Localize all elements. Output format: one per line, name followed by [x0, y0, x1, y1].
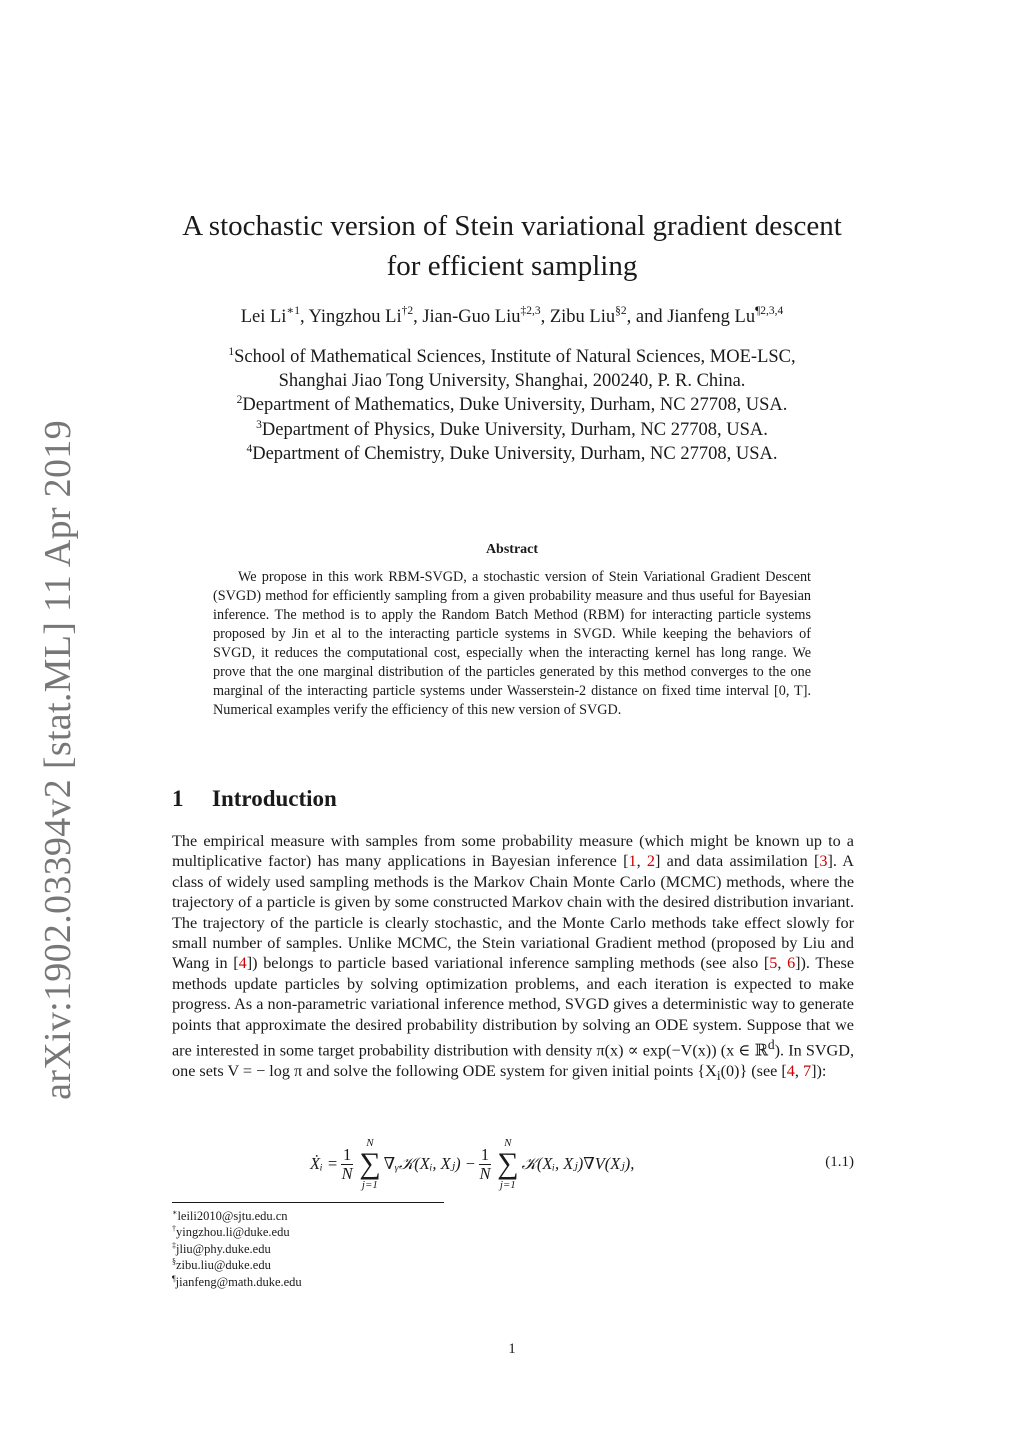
citation-link[interactable]: 2: [646, 852, 655, 871]
summation: N ∑ j=1: [359, 1137, 381, 1191]
equation-term: 𝒦(Xᵢ, Xⱼ)∇V(Xⱼ),: [521, 1154, 635, 1173]
author-name: Yingzhou Li: [308, 307, 402, 327]
citation-link[interactable]: 7: [802, 1061, 812, 1080]
footnote-list: [172, 1208, 302, 1290]
citation-link[interactable]: 5: [769, 954, 778, 973]
equation-number: (1.1): [825, 1154, 854, 1170]
author-marker: ∗1: [286, 305, 300, 317]
equation-lhs: Ẋᵢ =: [310, 1154, 338, 1173]
arxiv-identifier-stamp: arXiv:1902.03394v2 [stat.ML] 11 Apr 2019: [37, 420, 79, 1100]
equation-term: ∇ᵧ𝒦(Xᵢ, Xⱼ) −: [383, 1154, 476, 1173]
affiliation-4: $^4$Department of Chemistry, Duke University, Durham, NC 27708, USA.: [246, 442, 778, 464]
author-marker: §2: [615, 305, 627, 317]
affiliation-3: $^3$Department of Physics, Duke University, Durham, NC 27708, USA.: [256, 418, 768, 440]
footnote-email[interactable]: zibu.liu@duke.edu: [176, 1258, 271, 1273]
fraction: $\frac{1}{N}$: [341, 1144, 353, 1183]
citation-link[interactable]: 6: [787, 954, 796, 973]
author-marker: ¶2,3,4: [755, 305, 784, 317]
footnote-email[interactable]: yingzhou.li@duke.edu: [176, 1225, 290, 1240]
footnote: †yingzhou.li@duke.edu: [172, 1224, 290, 1240]
author-marker: †2: [401, 305, 414, 317]
abstract-text: We propose in this work RBM-SVGD, a stochastic version of Stein Variational Gradient Descent (SVGD) method for efficiently sampling from a given probability measure and thus useful for Bayesian inference. The method is to apply the Random Batch Method (RBM) for interacting particle systems proposed by Jin et al to the interacting particle systems in SVGD. While keeping the behaviors of SVGD, it reduces the computational cost, especially when the interacting kernel has long range. We prove that the one marginal distribution of the particles generated by this method converges to the one marginal of the interacting particle systems under Wasserstein-2 distance on fixed time interval [0, T]. Numerical examples verify the efficiency of this new version of SVGD.: [213, 569, 811, 718]
author-name: Lei Li: [240, 307, 287, 327]
section-title: Introduction: [212, 786, 337, 811]
footnote-divider: [172, 1202, 444, 1203]
equation-body: [310, 1134, 870, 1194]
footnote: ‡jliu@phy.duke.edu: [172, 1240, 271, 1256]
footnote: ¶jianfeng@math.duke.edu: [172, 1273, 302, 1289]
fraction: $\frac{1}{N}$: [479, 1144, 491, 1183]
affiliation-1: $^1$School of Mathematical Sciences, Institute of Natural Sciences, MOE-LSC,: [228, 346, 796, 367]
title-line-1: A stochastic version of Stein variational gradient descent: [182, 210, 842, 242]
page-number: 1: [508, 1341, 516, 1357]
citation-link[interactable]: 1: [628, 852, 637, 871]
footnote-email[interactable]: jliu@phy.duke.edu: [176, 1241, 271, 1256]
summation: N ∑ j=1: [497, 1137, 519, 1191]
affiliation-1-cont: Shanghai Jiao Tong University, Shanghai, 200240, P. R. China.: [278, 371, 746, 392]
citation-link[interactable]: 4: [786, 1061, 795, 1080]
citation-link[interactable]: 4: [238, 954, 247, 973]
affiliation-2: $^2$Department of Mathematics, Duke University, Durham, NC 27708, USA.: [236, 394, 788, 416]
footnote: ∗leili2010@sjtu.edu.cn: [172, 1208, 288, 1223]
citation-link[interactable]: 3: [819, 852, 828, 871]
author-marker: ‡2,3: [520, 305, 541, 317]
section-heading: [172, 786, 337, 812]
footnote-email[interactable]: leili2010@sjtu.edu.cn: [177, 1209, 288, 1223]
title-line-2: for efficient sampling: [386, 250, 638, 282]
author-name: Jian-Guo Liu: [422, 307, 521, 327]
paper-title: [140, 206, 884, 286]
section-number: 1: [172, 786, 184, 811]
affiliation-list: [140, 345, 884, 466]
author-list: Lei $Li^{∗1}$, Yingzhou Li$^{\dagger 2}$, Jian-Guo Liu$^{\ddagger 2,3}$, Zibu Liu$^{\S 2}$, and Jianfeng Lu$^{\P 2,3,4}$: [240, 305, 784, 327]
abstract-heading: Abstract: [485, 542, 539, 557]
equation-1-1: [172, 1134, 854, 1194]
footnote-email[interactable]: jianfeng@math.duke.edu: [175, 1274, 302, 1289]
footnote: §zibu.liu@duke.edu: [172, 1257, 271, 1273]
author-name: Zibu Liu: [549, 307, 616, 327]
author-name: Jianfeng Lu: [667, 307, 756, 327]
intro-paragraph: The empirical measure with samples from some probability measure (which might be known up to a multiplicative factor) has many applications in Bayesian inference [1, 2] and data assimilation [3]. A class of widely used sampling methods is the Markov Chain Monte Carlo (MCMC) methods, where the trajectory of a particle is given by some constructed Markov chain with the desired distribution invariant. The trajectory of the particle is clearly stochastic, and the Monte Carlo methods take effect slowly for small number of samples. Unlike MCMC, the Stein variational Gradient method (proposed by Liu and Wang in [4]) belongs to particle based variational inference sampling methods (see also [5, 6]). These methods update particles by solving optimization problems, and each iteration is expected to make progress. As a non-parametric variational inference method, SVGD gives a deterministic way to generate points that approximate the desired probability distribution by solving an ODE system. Suppose that we are interested in some target probability distribution with density π(x) ∝ exp(−V(x)) (x ∈ ℝ$^d$). In SVGD, one sets V = − log π and solve the following ODE system for given initial points $\{X_i(0)\}$ (see [4, 7]):: [172, 832, 855, 1084]
